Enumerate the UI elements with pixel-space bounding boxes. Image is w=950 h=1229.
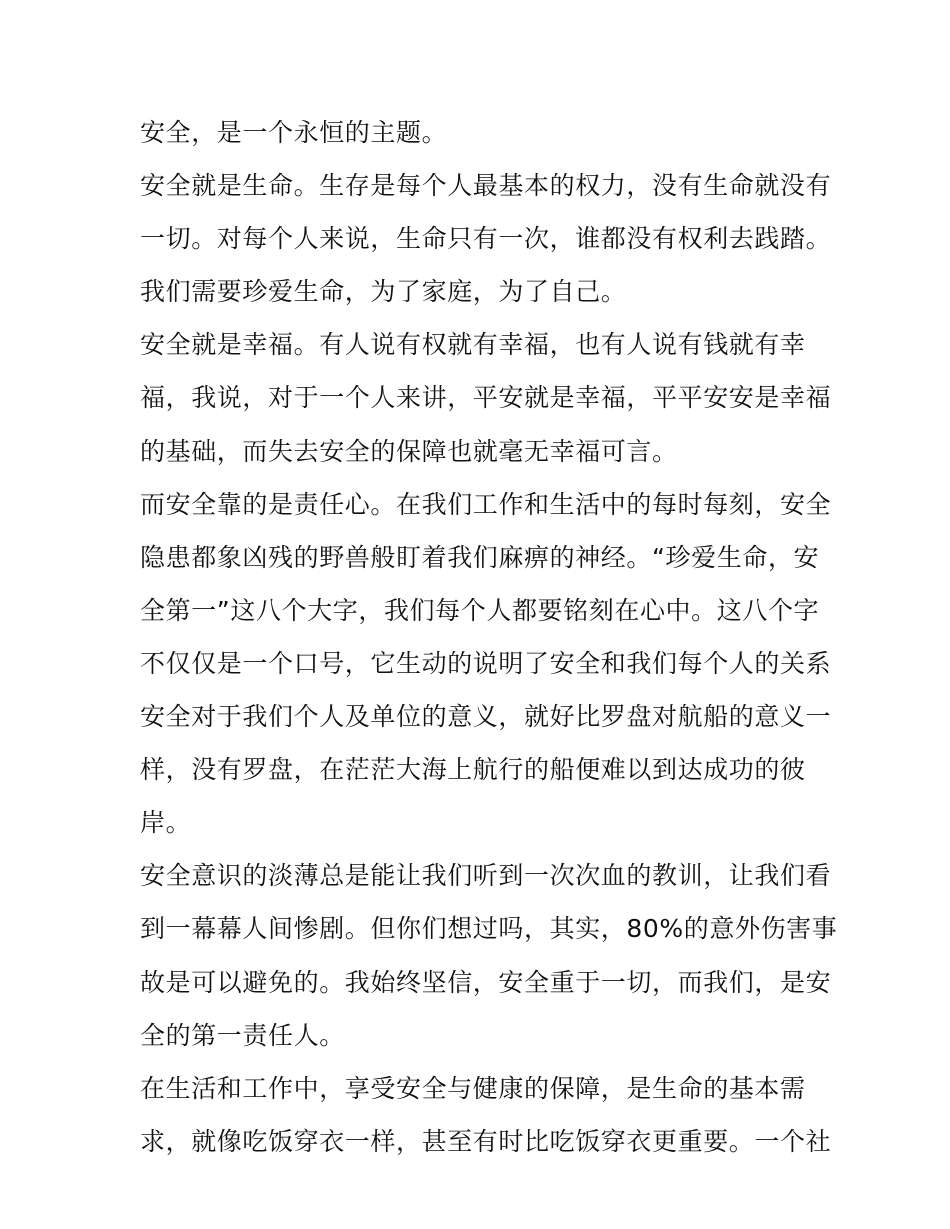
text-line: 的基础，而失去安全的保障也就毫无幸福可言。 (140, 436, 678, 466)
text-line: 故是可以避免的。我始终坚信，安全重于一切，而我们，是安 (140, 967, 832, 997)
text-line: 安全就是生命。生存是每个人最基本的权力，没有生命就没有 (140, 171, 832, 201)
text-line: 到一幕幕人间惨剧。但你们想过吗，其实，80%的意外伤害事 (140, 914, 838, 944)
text-line: 安全意识的淡薄总是能让我们听到一次次血的教训，让我们看 (140, 861, 832, 891)
text-line: 在生活和工作中，享受安全与健康的保障，是生命的基本需 (140, 1073, 806, 1103)
text-line: 全的第一责任人。 (140, 1020, 345, 1050)
text-line: 安全，是一个永恒的主题。 (140, 118, 448, 147)
text-line: 岸。 (140, 808, 192, 838)
text-line: 我们需要珍爱生命，为了家庭，为了自己。 (140, 277, 627, 307)
body-text (140, 106, 838, 1168)
text-line: 福，我说，对于一个人来讲，平安就是幸福，平平安安是幸福 (140, 383, 832, 413)
text-line: 全第一”这八个大字，我们每个人都要铭刻在心中。这八个字 (140, 595, 820, 625)
text-line: 安全就是幸福。有人说有权就有幸福，也有人说有钱就有幸 (140, 330, 806, 360)
text-line: 而安全靠的是责任心。在我们工作和生活中的每时每刻，安全 (140, 489, 832, 519)
text-line: 安全对于我们个人及单位的意义，就好比罗盘对航船的意义一 (140, 702, 832, 732)
text-line: 不仅仅是一个口号，它生动的说明了安全和我们每个人的关系 (140, 648, 832, 678)
text-line: 一切。对每个人来说，生命只有一次，谁都没有权利去践踏。 (140, 224, 832, 254)
text-line: 样，没有罗盘，在茫茫大海上航行的船便难以到达成功的彼 (140, 755, 806, 785)
text-line: 求，就像吃饭穿衣一样，甚至有时比吃饭穿衣更重要。一个社 (140, 1126, 832, 1156)
text-line: 隐患都象凶残的野兽般盯着我们麻痹的神经。“珍爱生命，安 (140, 542, 820, 572)
